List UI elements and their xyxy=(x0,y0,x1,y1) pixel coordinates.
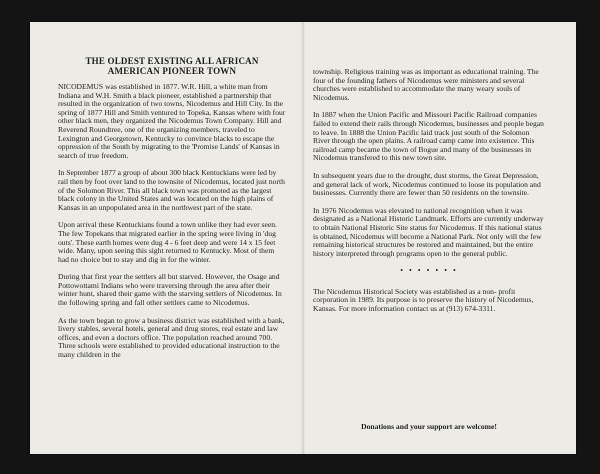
left-column xyxy=(58,56,286,369)
paragraph-landmark: In 1976 Nicodemus was elevated to national recognition when it was designated as a National Historic Landmark. Efforts are currently underway to obtain National Historic Site status for Nicodemus. If this national status is obtained, Nicodemus will become a National Park. Not only will the few remaining historical structures be restored and maintained, but the entire history interpreted through programs open to the general public. xyxy=(313,205,544,258)
paragraph-migration: In September 1877 a group of about 300 black Kentuckians were led by rail then by foot over land to the townsite of Nicodemus, located just north of the Solomon River. This all black town was promoted as the largest black colony in the United States and was located on the high plains of Kansas in an unpopulated area in the northwest part of the state. xyxy=(58,168,285,212)
paragraph-dugouts: Upon arrival these Kentuckians found a town unlike they had ever seen. The few Topekans that migrated earlier in the spring were living in 'dug outs'. These earth homes were dug 4 - 6 feet deep and were 14 x 15 feet wide. Many, upon seeing this sight returned to Kentucky. Most of them had no choice but to stay and dig in for the winter. xyxy=(58,220,277,264)
closing-line: Donations and your support are welcome! xyxy=(361,422,497,431)
title-line-1: THE OLDEST EXISTING ALL AFRICAN xyxy=(85,56,259,66)
right-column xyxy=(313,68,545,323)
title-line-2: AMERICAN PIONEER TOWN xyxy=(107,66,237,76)
paragraph-decline: In subsequent years due to the drought, dust storms, the Great Depression, and general lack of work, Nicodemus continued to loose its population and businesses. Currently there are fewer than 50 residents on the townsite. xyxy=(313,170,541,198)
brochure-sheet xyxy=(30,22,576,454)
paragraph-railroad: In 1887 when the Union Pacific and Missouri Pacific Railroad companies failed to extend their rails through Nicodemus, businesses and people began to leave. In 1888 the Union Pacific laid track just south of the Solomon River through the open plains. A railroad camp came into existence. This railroad camp became the town of Bogue and many of the businesses in Nicodemus transfered to this new town site. xyxy=(313,110,544,163)
paragraph-establishment: NICODEMUS was established in 1877. W.R. Hill, a white man from Indiana and W.H. Smith a black pioneer, established a partnership that resulted in the organization of two towns, Nicodemus and Hill City. In the spring of 1877 Hill and Smith ventured to Topeka, Kansas where with four other black men, they organized the Nicodemus Town Company. Hill and Reverend Roundtree, one of the organizing members, traveled to Lexington and Georgetown, Kentucky to convince blacks to escape the oppression of the South by migrating to the 'Promise Lands' of Kansas in search of true freedom. xyxy=(58,82,286,160)
separator-stars: • • • • • • • xyxy=(400,266,458,276)
paragraph-town-growth: As the town began to grow a business district was established with a bank, livery stables, several hotels, general and drug stores, real estate and law offices, and even a doctors office. The population reached around 700. Three schools were established to provided educational instruction to the many children in the xyxy=(58,315,285,360)
document-title xyxy=(58,56,286,76)
center-fold xyxy=(301,22,305,454)
paragraph-first-year: During that first year the settlers all but starved. However, the Osage and Pottowottami Indians who were traversing through the area after their winter hunt, shared their game with the starving settlers of Nicodemus. In the following spring and fall other settlers came to Nicodemus. xyxy=(58,272,282,308)
paragraph-religion: township. Religious training was as important as educational training. The four of the founding fathers of Nicodemus were ministers and several churches were established to accommodate the many weary souls of Nicodemus. xyxy=(313,67,539,102)
paragraph-historical-society: The Nicodemus Historical Society was established as a non- profit corporation in 1989. Its purpose is to preserve the history of Nicodemus, Kansas. For more information contact us at (913) 674-3311. xyxy=(313,286,534,314)
